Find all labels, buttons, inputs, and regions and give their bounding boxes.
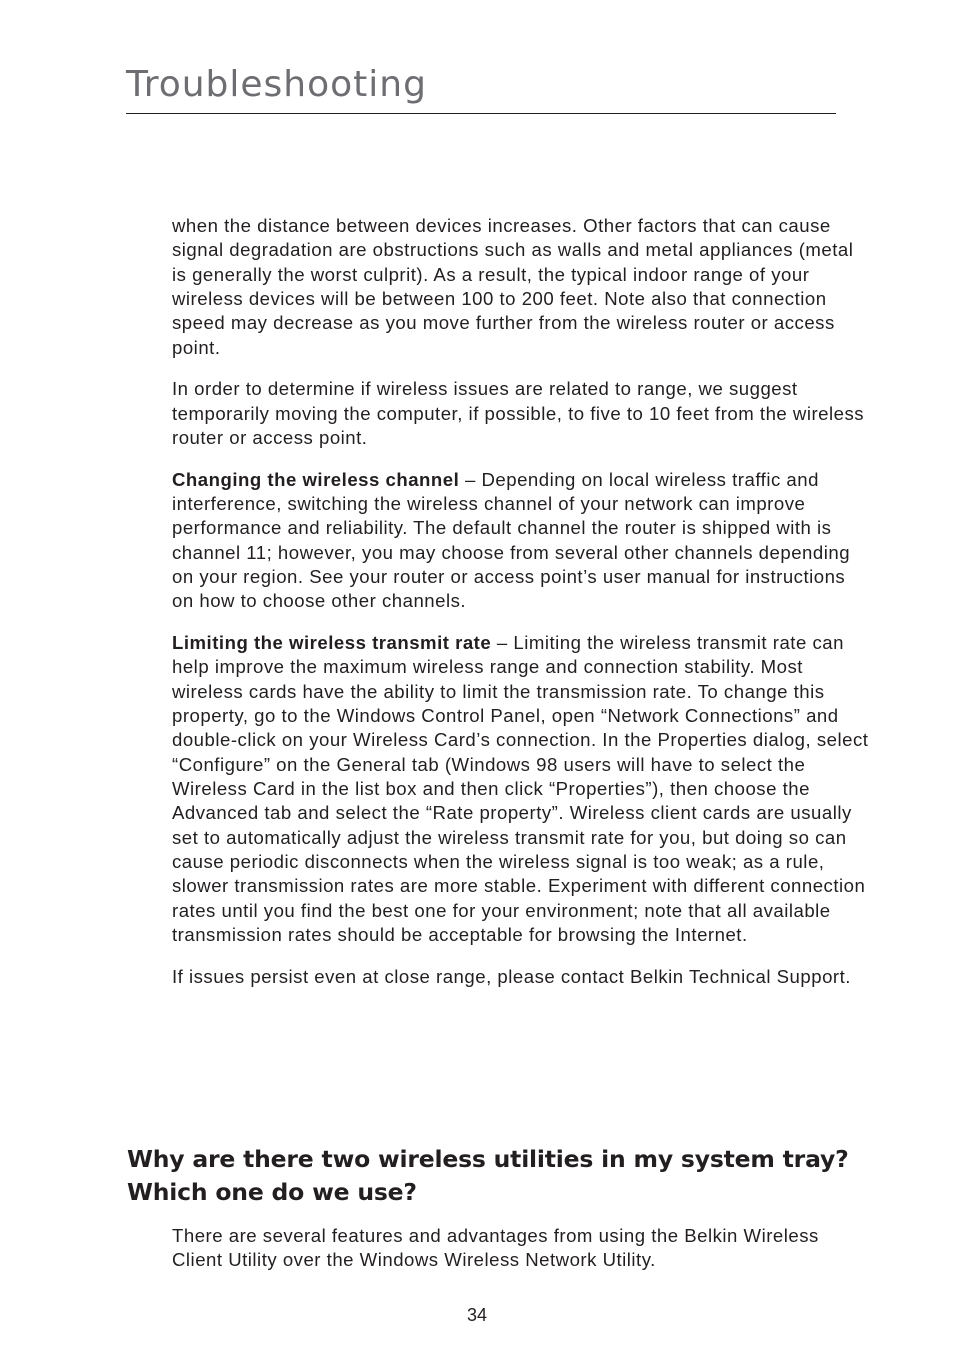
transmit-rate-heading: Limiting the wireless transmit rate (172, 632, 492, 654)
header-divider (126, 113, 836, 114)
paragraph-range-test: In order to determine if wireless issues are related to range, we suggest temporarily moving the computer, if possible, to five to 10 feet from the wireless router or access point. (172, 378, 865, 449)
page-header-title: Troubleshooting (126, 64, 427, 105)
body-content (172, 214, 872, 1006)
changing-channel-text: – Depending on local wireless traffic and interference, switching the wireless channel of your network can improve performance and reliability. The default channel the router is shipped with is channel 11; however, you may choose from several other channels depending on your region. See your router or access point’s user manual for instructions on how to choose other channels. (172, 468, 851, 612)
paragraph-changing-channel (172, 468, 872, 614)
paragraph-transmit-rate (172, 631, 872, 947)
section-body-paragraph: There are several features and advantages from using the Belkin Wireless Client Utility over the Windows Wireless Network Utility. (172, 1225, 819, 1271)
paragraph-range-distance: when the distance between devices increases. Other factors that can cause signal degradation are obstructions such as walls and metal appliances (metal is generally the worst culprit). As a result, the typical indoor range of your wireless devices will be between 100 to 200 feet. Note also that connection speed may decrease as you move further from the wireless router or access point. (172, 215, 854, 358)
page-number: 34 (466, 1305, 488, 1325)
changing-channel-heading: Changing the wireless channel (172, 468, 460, 490)
paragraph-contact-support: If issues persist even at close range, please contact Belkin Technical Support. (172, 965, 851, 987)
transmit-rate-text: – Limiting the wireless transmit rate can help improve the maximum wireless range and connection stability. Most wireless cards have the ability to limit the transmission rate. To change this property, go to the Windows Control Panel, open “Network Connections” and double-click on your Wireless Card’s connection. In the Properties dialog, select “Configure” on the General tab (Windows 98 users will have to select the Wireless Card in the list box and then click “Properties”), then choose the Advanced tab and select the “Rate property”. Wireless client cards are usually set to automatically adjust the wireless transmit rate for you, but doing so can cause periodic disconnects when the wireless signal is too weak; as a rule, slower transmission rates are more stable. Experiment with different connection rates until you find the best one for your environment; note that all available transmission rates should be acceptable for browsing the Internet. (172, 632, 869, 946)
section-heading: Why are there two wireless utilities in my system tray? Which one do we use? (127, 1145, 849, 1206)
